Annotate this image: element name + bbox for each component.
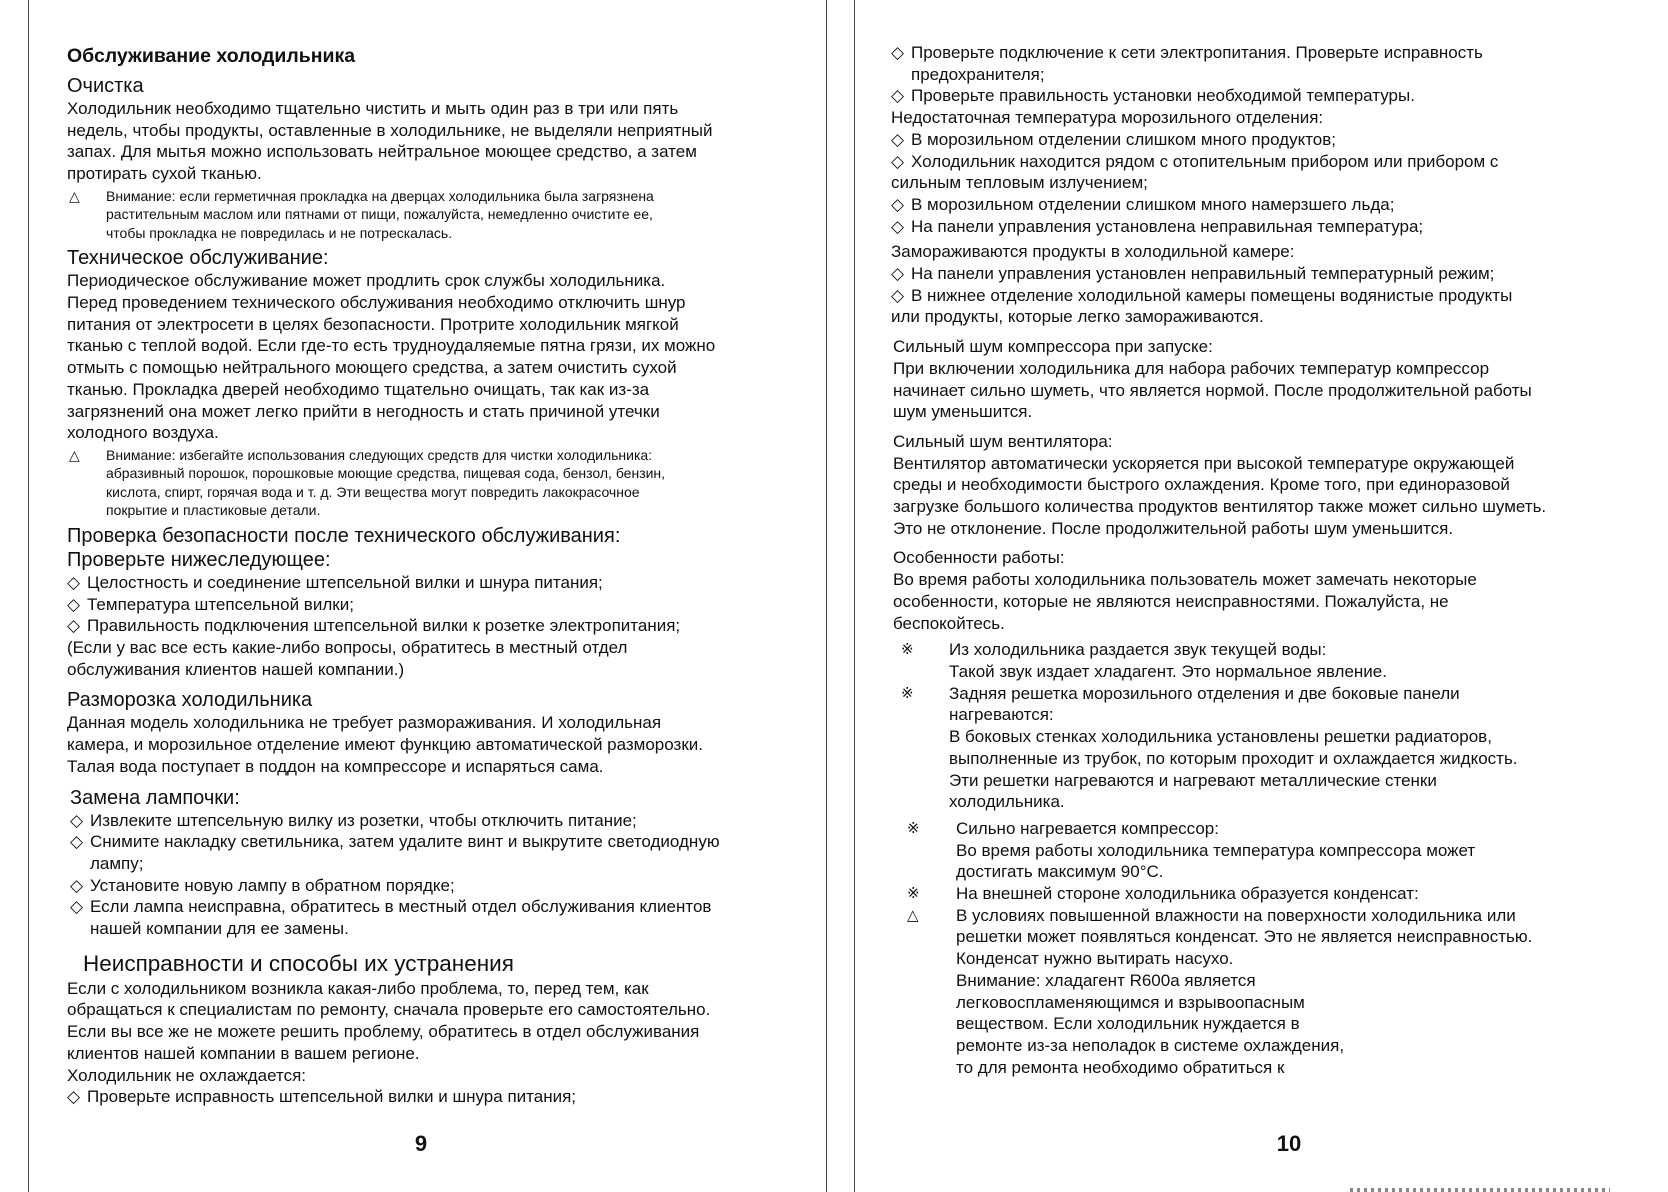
list-item-text: В морозильном отделении слишком много продуктов;	[911, 129, 1337, 149]
maintenance-note	[67, 446, 817, 520]
paragraph-line: обслуживания клиентов нашей компании.)	[67, 659, 405, 679]
diamond-bullet-icon: ◇	[70, 897, 84, 917]
diamond-bullet-icon: ◇	[70, 832, 84, 852]
diamond-bullet-icon: ◇	[891, 216, 905, 236]
paragraph-line: При включении холодильника для набора рабочих температур компрессор	[893, 358, 1490, 378]
feature-text: Задняя решетка морозильного отделения и две боковые панели	[949, 683, 1460, 703]
paragraph-line: недель, чтобы продукты, оставленные в холодильнике, не выделяли неприятный	[67, 120, 713, 140]
paragraph-line: шум уменьшится.	[893, 402, 1033, 422]
feature-item	[901, 639, 1656, 682]
feature-item	[907, 883, 1656, 905]
note-line: Внимание: если герметичная прокладка на дверцах холодильника была загрязнена	[106, 187, 654, 204]
list-item	[891, 216, 1656, 238]
feature-text: ремонте из-за неполадок в системе охлаждения,	[956, 1035, 1345, 1055]
list-item	[67, 572, 817, 594]
list-item-text: Проверьте подключение к сети электропитания. Проверьте исправность	[911, 43, 1483, 62]
freezer-heading: Недостаточная температура морозильного отделения:	[891, 108, 1324, 128]
list-item-text: предохранителя;	[911, 64, 1045, 84]
paragraph-line: Во время работы холодильника пользователь может замечать некоторые	[893, 570, 1477, 590]
warning-triangle-icon: △	[69, 187, 80, 204]
asterisk-marker-icon: ※	[907, 885, 920, 903]
diamond-bullet-icon: ◇	[891, 264, 905, 284]
list-item	[891, 129, 1656, 151]
fan-heading: Сильный шум вентилятора:	[893, 431, 1113, 451]
troubles-subheading: Холодильник не охлаждается:	[67, 1065, 307, 1085]
diamond-bullet-icon: ◇	[70, 810, 84, 830]
feature-text: Конденсат нужно вытирать насухо.	[956, 949, 1234, 969]
feature-text: Такой звук издает хладагент. Это нормальное явление.	[949, 661, 1387, 681]
feature-text: Эти решетки нагреваются и нагревают металлические стенки	[949, 770, 1437, 790]
safety-heading: Проверка безопасности после технического обслуживания:	[67, 524, 621, 547]
list-item	[70, 875, 817, 897]
list-item-text: Проверьте правильность установки необходимой температуры.	[911, 86, 1415, 106]
list-item	[67, 594, 817, 616]
list-item	[891, 85, 1656, 107]
paragraph-line: Талая вода поступает в поддон на компрессоре и испаряться сама.	[67, 756, 604, 776]
feature-item	[907, 905, 1656, 1079]
feature-text: На внешней стороне холодильника образуется конденсат:	[956, 884, 1419, 904]
paragraph-line: среды и необходимости быстрого охлаждения. Кроме того, при единоразовой	[893, 475, 1510, 495]
paragraph-line: тканью. Прокладка дверей необходимо тщательно очищать, так как из-за	[67, 379, 650, 399]
paragraph-line: загрязнений она может легко прийти в негодность и стать причиной утечки	[67, 401, 660, 421]
note-line: растительным маслом или пятнами от пищи, пожалуйста, немедленно очистите ее,	[106, 206, 653, 223]
list-item	[891, 263, 1656, 285]
page-left	[28, 0, 827, 1192]
compressor-heading: Сильный шум компрессора при запуске:	[893, 337, 1213, 357]
diamond-bullet-icon: ◇	[891, 194, 905, 214]
list-item	[891, 151, 1656, 173]
asterisk-marker-icon: ※	[907, 819, 920, 837]
list-item-text: Температура штепсельной вилки;	[87, 594, 354, 614]
feature-text: холодильника.	[949, 792, 1065, 812]
note-line: Внимание: избегайте использования следующих средств для чистки холодильника:	[106, 446, 653, 463]
diamond-bullet-icon: ◇	[67, 594, 81, 614]
troubles-heading: Неисправности и способы их устранения	[83, 950, 514, 976]
feature-text: решетки может появляться конденсат. Это не является неисправностью.	[956, 927, 1533, 947]
feature-text: Сильно нагревается компрессор:	[956, 818, 1219, 838]
paragraph-line: протирать сухой тканью.	[67, 164, 262, 184]
scan-artifact	[1350, 1188, 1610, 1192]
list-item-continuation: или продукты, которые легко замораживаются.	[891, 307, 1264, 327]
note-line: абразивный порошок, порошковые моющие средства, пищевая сода, бензол, бензин,	[106, 465, 666, 482]
feature-item	[907, 818, 1656, 883]
paragraph-line: камера, и морозильное отделение имеют функцию автоматической разморозки.	[67, 735, 703, 755]
list-item-text: В морозильном отделении слишком много намерзшего льда;	[911, 194, 1395, 214]
paragraph-line: Периодическое обслуживание может продлить срок службы холодильника.	[67, 271, 666, 291]
paragraph-line: беспокойтесь.	[893, 613, 1005, 633]
paragraph-line: Перед проведением технического обслуживания необходимо отключить шнур	[67, 293, 686, 313]
section-title: Обслуживание холодильника	[67, 45, 356, 67]
page-number: 10	[1276, 1131, 1302, 1156]
feature-text: выполненные из трубок, по которым проходит и охлаждается жидкость.	[949, 748, 1518, 768]
paragraph-line: холодного воздуха.	[67, 423, 219, 443]
diamond-bullet-icon: ◇	[891, 285, 905, 305]
feature-text: Во время работы холодильника температура компрессора может	[956, 840, 1476, 860]
paragraph-line: Холодильник необходимо тщательно чистить и мыть один раз в три или пять	[67, 99, 679, 118]
paragraph-line: Если с холодильником возникла какая-либо проблема, то, перед тем, как	[67, 978, 649, 998]
page-number: 9	[414, 1131, 428, 1156]
list-item-text: нашей компании для ее замены.	[90, 919, 349, 939]
list-item-text: Холодильник находится рядом с отопительным прибором или прибором с	[911, 151, 1499, 171]
list-item	[67, 1086, 817, 1108]
feature-text: достигать максимум 90°C.	[956, 862, 1164, 882]
list-item-continuation: сильным тепловым излучением;	[891, 173, 1148, 193]
list-item	[70, 896, 817, 939]
warning-triangle-icon: △	[69, 446, 80, 463]
list-item-text: На панели управления установлен неправильный температурный режим;	[911, 264, 1495, 284]
paragraph-line: Это не отклонение. После продолжительной работы шум уменьшится.	[893, 518, 1454, 538]
features-heading: Особенности работы:	[893, 548, 1065, 568]
diamond-bullet-icon: ◇	[67, 616, 81, 636]
page-left-content	[67, 40, 817, 1108]
diamond-bullet-icon: ◇	[67, 572, 81, 592]
paragraph-line: запах. Для мытья можно использовать нейтральное моющее средство, а затем	[67, 142, 697, 162]
list-item	[891, 194, 1656, 216]
list-item	[891, 285, 1656, 307]
paragraph-line: (Если у вас все есть какие-либо вопросы, обратитесь в местный отдел	[67, 638, 628, 658]
feature-text: то для ремонта необходимо обратиться к	[956, 1057, 1285, 1077]
page-right-content	[891, 42, 1656, 1078]
diamond-bullet-icon: ◇	[70, 875, 84, 895]
maintenance-heading: Техническое обслуживание:	[67, 247, 329, 270]
asterisk-marker-icon: ※	[901, 684, 914, 702]
paragraph-line: отмыть с помощью нейтрального моющего средства, а затем очистить сухой	[67, 358, 677, 378]
list-item-text: Проверьте исправность штепсельной вилки и шнура питания;	[87, 1087, 577, 1107]
safety-subheading: Проверьте нижеследующее:	[67, 548, 331, 571]
list-item	[70, 810, 817, 832]
defrost-heading: Разморозка холодильника	[67, 689, 313, 712]
paragraph-line: обращаться к специалистам по ремонту, сначала проверьте его самостоятельно.	[67, 1000, 711, 1020]
list-item-text: Правильность подключения штепсельной вилки к розетке электропитания;	[87, 616, 681, 636]
warning-triangle-icon: △	[907, 906, 919, 924]
diamond-bullet-icon: ◇	[891, 86, 905, 106]
paragraph-line: клиентов нашей компании в вашем регионе.	[67, 1043, 420, 1063]
diamond-bullet-icon: ◇	[67, 1087, 81, 1107]
fridge-heading: Замораживаются продукты в холодильной камере:	[891, 242, 1295, 262]
paragraph-line: начинает сильно шуметь, что является нормой. После продолжительной работы	[893, 380, 1532, 400]
feature-text: легковоспламеняющимся и взрывоопасным	[956, 992, 1305, 1012]
list-item	[70, 831, 817, 874]
list-item-text: Целостность и соединение штепсельной вилки и шнура питания;	[87, 572, 603, 592]
list-item	[891, 42, 1656, 85]
paragraph-line: Если вы все же не можете решить проблему, обратитесь в отдел обслуживания	[67, 1022, 700, 1042]
list-item-text: В нижнее отделение холодильной камеры помещены водянистые продукты	[911, 285, 1513, 305]
note-line: чтобы прокладка не повредилась и не потрескалась.	[106, 224, 453, 241]
list-item-text: лампу;	[90, 853, 144, 873]
paragraph-line: загрузке большого количества продуктов вентилятор также может сильно шуметь.	[893, 497, 1547, 517]
asterisk-marker-icon: ※	[901, 641, 914, 659]
feature-text: Из холодильника раздается звук текущей воды:	[949, 640, 1327, 660]
list-item-text: Если лампа неисправна, обратитесь в местный отдел обслуживания клиентов	[90, 897, 712, 917]
note-line: кислота, спирт, горячая вода и т. д. Эти вещества могут повредить лакокрасочное	[106, 483, 640, 500]
list-item	[67, 615, 817, 637]
cleaning-note	[67, 187, 817, 243]
page-right	[854, 0, 1668, 1192]
lamp-heading: Замена лампочки:	[70, 786, 240, 809]
feature-text: веществом. Если холодильник нуждается в	[956, 1014, 1300, 1034]
paragraph-line: тканью с теплой водой. Если где-то есть трудноудаляемые пятна грязи, их можно	[67, 336, 716, 356]
paragraph-line: питания от электросети в целях безопасности. Протрите холодильник мягкой	[67, 314, 679, 334]
cleaning-heading: Очистка	[67, 75, 144, 97]
feature-text: нагреваются:	[949, 705, 1054, 725]
paragraph-line: Вентилятор автоматически ускоряется при высокой температуре окружающей	[893, 453, 1515, 473]
feature-text: В боковых стенках холодильника установлены решетки радиаторов,	[949, 727, 1492, 747]
diamond-bullet-icon: ◇	[891, 151, 905, 171]
feature-item	[901, 683, 1656, 813]
feature-text: Внимание: хладагент R600a является	[956, 970, 1256, 990]
paragraph-line: особенности, которые не являются неисправностями. Пожалуйста, не	[893, 591, 1449, 611]
feature-text: В условиях повышенной влажности на поверхности холодильника или	[956, 905, 1516, 925]
diamond-bullet-icon: ◇	[891, 129, 905, 149]
diamond-bullet-icon: ◇	[891, 43, 905, 62]
list-item-text: Установите новую лампу в обратном порядке;	[90, 875, 455, 895]
note-line: покрытие и пластиковые детали.	[106, 502, 321, 519]
list-item-text: Извлеките штепсельную вилку из розетки, чтобы отключить питание;	[90, 810, 637, 830]
paragraph-line: Данная модель холодильника не требует размораживания. И холодильная	[67, 713, 662, 733]
list-item-text: Снимите накладку светильника, затем удалите винт и выкрутите светодиодную	[90, 832, 720, 852]
list-item-text: На панели управления установлена неправильная температура;	[911, 216, 1424, 236]
